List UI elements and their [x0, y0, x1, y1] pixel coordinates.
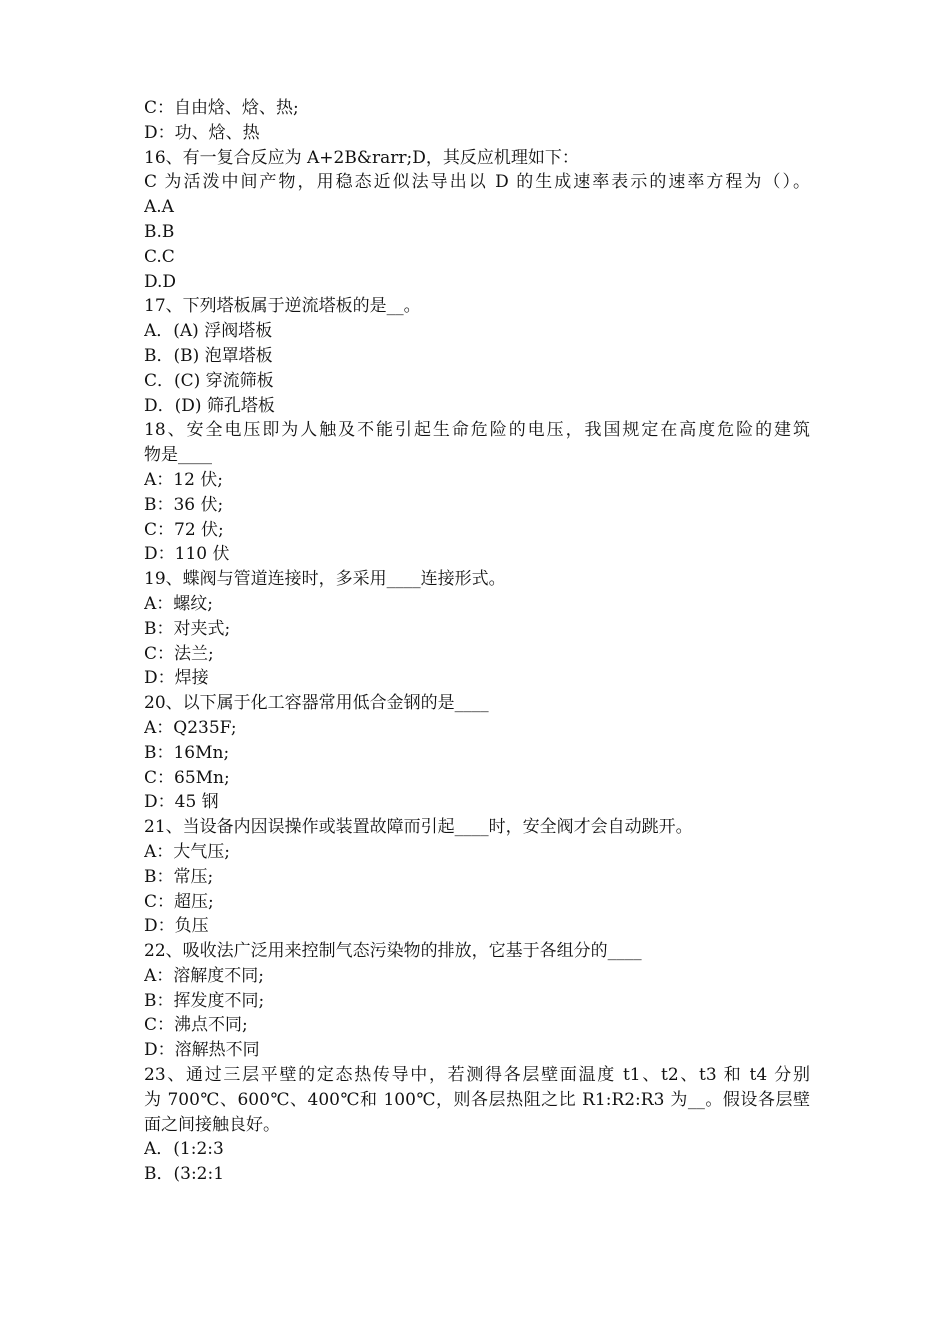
- option-a-q20: A：Q235F;: [144, 717, 237, 738]
- option-a-q19: A：螺纹;: [144, 593, 214, 614]
- question-18: 18、安全电压即为人触及不能引起生命危险的电压，我国规定在高度危险的建筑: [144, 420, 810, 441]
- option-a-q18: A：12 伏;: [144, 469, 224, 490]
- option-a-q22: A：溶解度不同;: [144, 965, 265, 986]
- option-a-q16: A.A: [144, 197, 174, 218]
- option-d-q17: D．(D) 筛孔塔板: [144, 395, 275, 416]
- option-b-q19: B：对夹式;: [144, 618, 231, 639]
- question-19: 19、蝶阀与管道连接时，多采用____连接形式。: [144, 569, 506, 590]
- option-d-q22: D：溶解热不同: [144, 1040, 260, 1061]
- option-c-q15: C：自由焓、焓、热;: [144, 98, 299, 118]
- option-c-q22: C：沸点不同;: [144, 1015, 248, 1036]
- option-a-q17: A．(A) 浮阀塔板: [144, 321, 273, 342]
- option-a-q21: A：大气压;: [144, 841, 231, 862]
- option-c-q17: C．(C) 穿流筛板: [144, 370, 274, 391]
- option-d-q21: D：负压: [144, 916, 209, 937]
- option-d-q20: D：45 钢: [144, 792, 219, 813]
- option-c-q16: C.C: [144, 246, 175, 267]
- question-17: 17、下列塔板属于逆流塔板的是__。: [144, 296, 421, 317]
- option-d-q19: D：焊接: [144, 668, 209, 689]
- question-23-continued-2: 面之间接触良好。: [144, 1114, 280, 1135]
- option-b-q23: B．(3:2:1: [144, 1164, 225, 1185]
- question-23: 23、通过三层平壁的定态热传导中，若测得各层壁面温度 t1、t2、t3 和 t4 分别: [144, 1065, 810, 1086]
- option-b-q21: B：常压;: [144, 866, 214, 887]
- document-page: [144, 96, 810, 1187]
- option-c-q20: C：65Mn;: [144, 767, 230, 788]
- option-c-q18: C：72 伏;: [144, 519, 224, 540]
- option-d-q16: D.D: [144, 271, 177, 292]
- option-b-q22: B：挥发度不同;: [144, 990, 265, 1011]
- question-23-continued: 为 700℃、600℃、400℃和 100℃，则各层热阻之比 R1:R2:R3 为__。假设各层壁: [144, 1089, 810, 1110]
- option-b-q18: B：36 伏;: [144, 494, 224, 515]
- question-18-continued: 物是____: [144, 445, 212, 466]
- question-16-continued: C 为活泼中间产物，用稳态近似法导出以 D 的生成速率表示的速率方程为（）。: [144, 172, 810, 193]
- question-16: 16、有一复合反应为 A+2B&rarr;D，其反应机理如下：: [144, 147, 579, 168]
- option-d-q18: D：110 伏: [144, 544, 230, 565]
- option-d-q15: D：功、焓、热: [144, 122, 260, 143]
- option-b-q20: B：16Mn;: [144, 742, 230, 763]
- question-21: 21、当设备内因误操作或装置故障而引起____时，安全阀才会自动跳开。: [144, 817, 693, 838]
- option-c-q21: C：超压;: [144, 891, 214, 912]
- option-a-q23: A．(1:2:3: [144, 1139, 224, 1160]
- question-20: 20、以下属于化工容器常用低合金钢的是____: [144, 693, 489, 714]
- option-c-q19: C：法兰;: [144, 643, 214, 664]
- question-22: 22、吸收法广泛用来控制气态污染物的排放，它基于各组分的____: [144, 941, 642, 962]
- option-b-q17: B．(B) 泡罩塔板: [144, 345, 273, 366]
- option-b-q16: B.B: [144, 221, 175, 242]
